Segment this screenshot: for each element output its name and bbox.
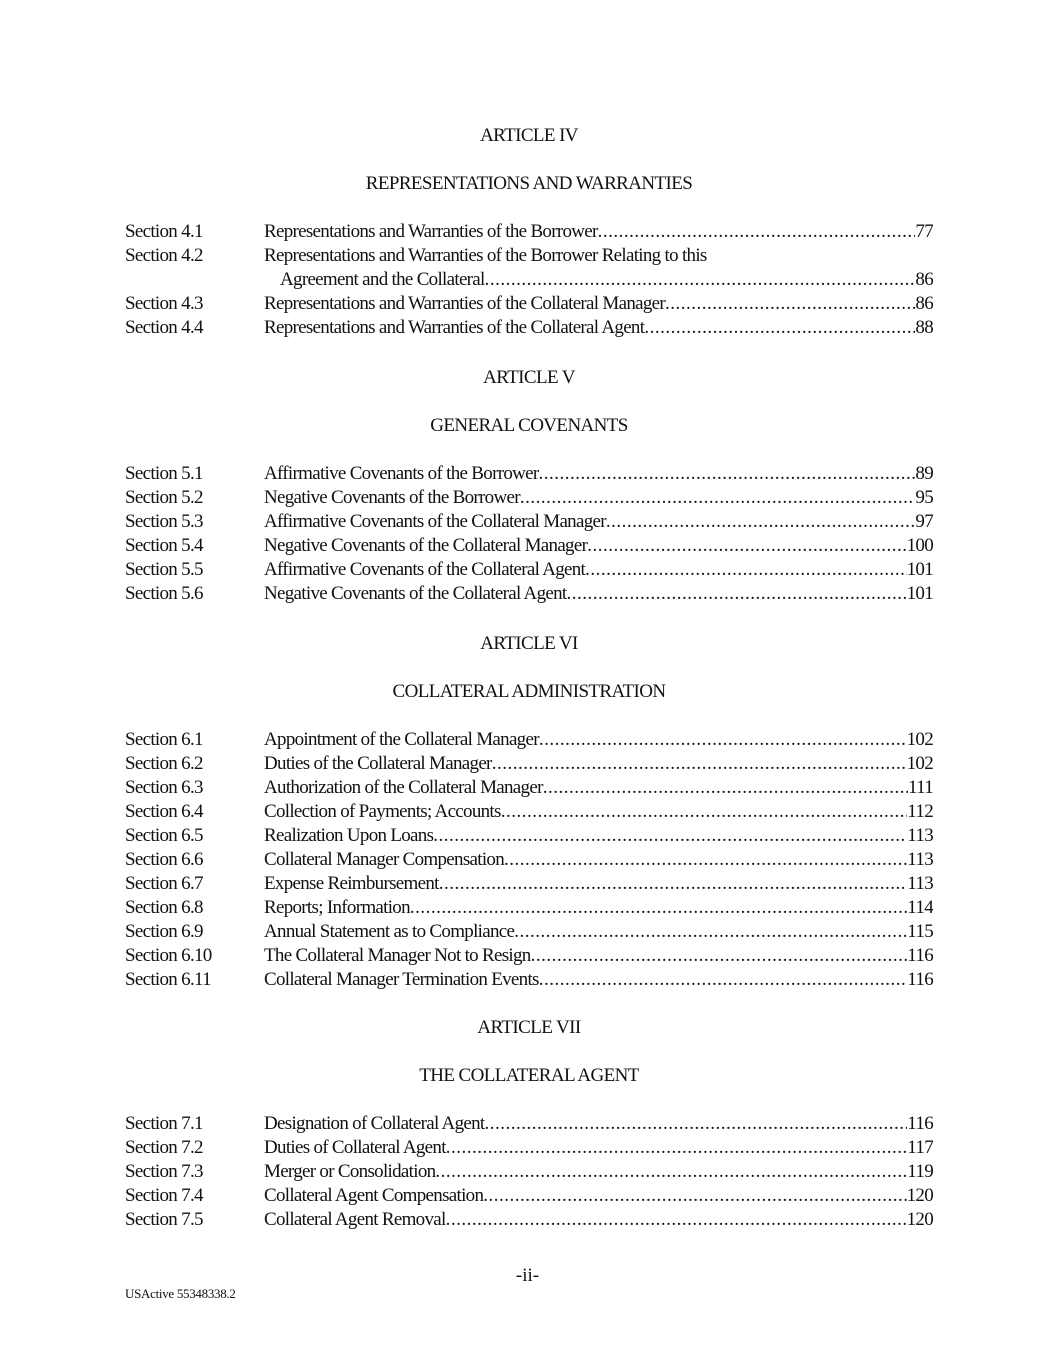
section-body	[264, 1112, 933, 1136]
dot-leader	[433, 824, 907, 848]
page-reference: 102	[906, 753, 933, 774]
section-title: Representations and Warranties of the Borrower Relating to this	[264, 245, 707, 266]
section-number: Section 7.2	[125, 1137, 203, 1158]
section-body	[264, 1160, 933, 1184]
section-title: Duties of the Collateral Manager	[264, 753, 492, 774]
toc-entry[interactable]	[125, 944, 933, 968]
section-body	[264, 1208, 933, 1232]
toc-entry[interactable]	[125, 244, 933, 292]
dot-leader	[492, 752, 907, 776]
section-title: Agreement and the Collateral	[280, 269, 485, 290]
section-title-line	[264, 462, 933, 486]
section-number: Section 6.5	[125, 825, 203, 846]
section-title-line	[264, 1184, 933, 1208]
document-id: USActive 55348338.2	[125, 1286, 236, 1301]
section-number: Section 6.6	[125, 849, 203, 870]
toc-entry[interactable]	[125, 1112, 933, 1136]
toc-entry[interactable]	[125, 872, 933, 896]
section-title-line	[264, 776, 933, 800]
dot-leader	[514, 920, 907, 944]
section-title-line	[264, 824, 933, 848]
page-reference: 113	[907, 873, 933, 894]
dot-leader	[606, 510, 916, 534]
section-number: Section 6.7	[125, 873, 203, 894]
section-title-line	[264, 728, 933, 752]
section-title: Collateral Manager Compensation	[264, 849, 505, 870]
page-reference: 111	[908, 777, 933, 798]
section-number: Section 6.11	[125, 969, 211, 990]
page-reference: 113	[907, 849, 933, 870]
toc-entry[interactable]	[125, 1208, 933, 1232]
dot-leader	[598, 220, 916, 244]
section-number: Section 4.4	[125, 317, 203, 338]
section-title-line	[264, 582, 933, 606]
toc-article	[125, 632, 933, 992]
section-title-line	[264, 534, 933, 558]
section-number: Section 6.2	[125, 753, 203, 774]
section-number: Section 4.1	[125, 221, 203, 242]
toc-entry[interactable]	[125, 800, 933, 824]
section-body	[264, 462, 933, 486]
section-title: Appointment of the Collateral Manager	[264, 729, 539, 750]
article-heading: GENERAL COVENANTS	[430, 415, 628, 436]
dot-leader	[585, 558, 906, 582]
toc-entry[interactable]	[125, 1160, 933, 1184]
page-reference: 120	[906, 1185, 933, 1206]
section-number: Section 4.3	[125, 293, 203, 314]
section-title: Expense Reimbursement	[264, 873, 439, 894]
toc-entry[interactable]	[125, 896, 933, 920]
dot-leader	[483, 1184, 906, 1208]
toc-entry[interactable]	[125, 1136, 933, 1160]
section-number: Section 6.8	[125, 897, 203, 918]
toc-article	[125, 366, 933, 606]
dot-leader	[543, 776, 908, 800]
section-body	[264, 944, 933, 968]
section-number: Section 4.2	[125, 245, 203, 266]
dot-leader	[587, 534, 906, 558]
article-heading: COLLATERAL ADMINISTRATION	[392, 681, 666, 702]
section-number: Section 5.5	[125, 559, 203, 580]
section-list	[125, 220, 933, 340]
toc-entry[interactable]	[125, 220, 933, 244]
page-reference: 101	[906, 559, 933, 580]
page-reference: 95	[915, 487, 933, 508]
section-body	[264, 534, 933, 558]
dot-leader	[520, 486, 916, 510]
section-title-line	[264, 920, 933, 944]
toc-entry[interactable]	[125, 1184, 933, 1208]
toc-entry[interactable]	[125, 462, 933, 486]
dot-leader	[439, 872, 908, 896]
page-reference: 88	[915, 317, 933, 338]
dot-leader	[539, 462, 916, 486]
section-body	[264, 776, 933, 800]
section-body	[264, 800, 933, 824]
page-reference: 116	[907, 945, 933, 966]
section-title: The Collateral Manager Not to Resign	[264, 945, 531, 966]
section-title-line	[264, 1136, 933, 1160]
dot-leader	[531, 944, 908, 968]
section-title-line	[264, 1112, 933, 1136]
page-reference: 97	[915, 511, 933, 532]
dot-leader	[446, 1136, 908, 1160]
page-reference: 116	[907, 969, 933, 990]
toc-entry[interactable]	[125, 486, 933, 510]
section-body	[264, 824, 933, 848]
section-title-line	[264, 848, 933, 872]
dot-leader	[435, 1160, 907, 1184]
section-body	[264, 582, 933, 606]
section-body	[264, 486, 933, 510]
section-title-line	[264, 486, 933, 510]
page-reference: 114	[907, 897, 933, 918]
toc-entry[interactable]	[125, 728, 933, 752]
section-body	[264, 316, 933, 340]
section-title: Representations and Warranties of the Borrower	[264, 221, 598, 242]
dot-leader	[539, 968, 908, 992]
article-heading: THE COLLATERAL AGENT	[419, 1065, 639, 1086]
toc-article	[125, 1016, 933, 1232]
section-title-line	[264, 944, 933, 968]
section-number: Section 5.3	[125, 511, 203, 532]
section-title: Reports; Information	[264, 897, 410, 918]
section-body	[264, 752, 933, 776]
section-number: Section 6.4	[125, 801, 203, 822]
section-title: Negative Covenants of the Borrower	[264, 487, 520, 508]
dot-leader	[504, 848, 907, 872]
section-number: Section 5.4	[125, 535, 203, 556]
section-title-line	[264, 292, 933, 316]
toc-entry[interactable]	[125, 510, 933, 534]
section-body	[264, 920, 933, 944]
section-body	[264, 1136, 933, 1160]
toc-entry[interactable]	[125, 316, 933, 340]
section-number: Section 7.3	[125, 1161, 203, 1182]
section-title-line	[264, 800, 933, 824]
section-number: Section 7.5	[125, 1209, 203, 1230]
page-number: -ii-	[515, 1265, 540, 1286]
section-number: Section 6.3	[125, 777, 203, 798]
page-reference: 86	[915, 293, 933, 314]
section-number: Section 6.1	[125, 729, 203, 750]
section-title-line	[264, 510, 933, 534]
page-reference: 89	[915, 463, 933, 484]
section-title: Collateral Agent Removal	[264, 1209, 446, 1230]
section-title-line	[264, 968, 933, 992]
section-list	[125, 462, 933, 606]
toc-entry[interactable]	[125, 920, 933, 944]
section-title-line	[264, 316, 933, 340]
page-reference: 119	[907, 1161, 933, 1182]
section-number: Section 6.9	[125, 921, 203, 942]
section-body	[264, 872, 933, 896]
toc-entry[interactable]	[125, 752, 933, 776]
page-reference: 117	[907, 1137, 933, 1158]
section-body	[264, 558, 933, 582]
dot-leader	[501, 800, 908, 824]
section-number: Section 5.1	[125, 463, 203, 484]
section-title: Merger or Consolidation	[264, 1161, 436, 1182]
page-reference: 113	[907, 825, 933, 846]
section-body	[264, 220, 933, 244]
section-title: Affirmative Covenants of the Borrower	[264, 463, 539, 484]
toc-entry[interactable]	[125, 558, 933, 582]
section-title-line	[264, 1160, 933, 1184]
section-title-line	[264, 752, 933, 776]
section-number: Section 5.6	[125, 583, 203, 604]
toc-entry[interactable]	[125, 582, 933, 606]
dot-leader	[644, 316, 915, 340]
dot-leader	[446, 1208, 907, 1232]
page-reference: 77	[915, 221, 933, 242]
page-reference: 101	[906, 583, 933, 604]
toc-entry[interactable]	[125, 848, 933, 872]
article-heading: REPRESENTATIONS AND WARRANTIES	[365, 173, 693, 194]
section-title: Annual Statement as to Compliance	[264, 921, 515, 942]
section-title: Collateral Manager Termination Events	[264, 969, 539, 990]
section-title: Affirmative Covenants of the Collateral Manager	[264, 511, 606, 532]
toc-entry[interactable]	[125, 968, 933, 992]
section-title: Realization Upon Loans	[264, 825, 434, 846]
section-title: Negative Covenants of the Collateral Agent	[264, 583, 567, 604]
dot-leader	[566, 582, 906, 606]
section-number: Section 6.10	[125, 945, 212, 966]
page-reference: 116	[907, 1113, 933, 1134]
section-body	[264, 848, 933, 872]
section-body	[264, 1184, 933, 1208]
toc-entry[interactable]	[125, 824, 933, 848]
toc-entry[interactable]	[125, 776, 933, 800]
section-title-line	[264, 872, 933, 896]
section-number: Section 7.1	[125, 1113, 203, 1134]
section-title: Collection of Payments; Accounts	[264, 801, 501, 822]
section-title-line	[264, 244, 933, 268]
article-title: ARTICLE VII	[477, 1017, 581, 1038]
section-number: Section 7.4	[125, 1185, 203, 1206]
section-title: Designation of Collateral Agent	[264, 1113, 485, 1134]
section-title: Duties of Collateral Agent	[264, 1137, 446, 1158]
article-title: ARTICLE VI	[480, 633, 578, 654]
section-body	[264, 968, 933, 992]
section-title: Collateral Agent Compensation	[264, 1185, 484, 1206]
section-title-line	[264, 896, 933, 920]
dot-leader	[485, 268, 916, 292]
section-title-line	[264, 1208, 933, 1232]
page-reference: 102	[906, 729, 933, 750]
section-list	[125, 728, 933, 992]
section-number: Section 5.2	[125, 487, 203, 508]
section-body	[264, 728, 933, 752]
section-title: Representations and Warranties of the Collateral Agent	[264, 317, 645, 338]
dot-leader	[410, 896, 907, 920]
section-body	[264, 292, 933, 316]
section-title: Negative Covenants of the Collateral Manager	[264, 535, 588, 556]
section-title-line	[264, 268, 933, 292]
section-title-line	[264, 220, 933, 244]
section-title: Authorization of the Collateral Manager	[264, 777, 543, 798]
section-body	[264, 896, 933, 920]
article-title: ARTICLE V	[483, 367, 575, 388]
dot-leader	[665, 292, 915, 316]
page-reference: 120	[906, 1209, 933, 1230]
page-reference: 86	[915, 269, 933, 290]
toc-article	[125, 124, 933, 340]
section-title: Representations and Warranties of the Collateral Manager	[264, 293, 666, 314]
dot-leader	[539, 728, 907, 752]
page-reference: 112	[907, 801, 933, 822]
page-reference: 115	[907, 921, 933, 942]
section-title: Affirmative Covenants of the Collateral Agent	[264, 559, 586, 580]
section-body	[264, 510, 933, 534]
section-title-line	[264, 558, 933, 582]
page-reference: 100	[906, 535, 933, 556]
toc-entry[interactable]	[125, 292, 933, 316]
toc-entry[interactable]	[125, 534, 933, 558]
dot-leader	[485, 1112, 908, 1136]
section-list	[125, 1112, 933, 1232]
section-body	[264, 244, 933, 292]
article-title: ARTICLE IV	[480, 125, 578, 146]
